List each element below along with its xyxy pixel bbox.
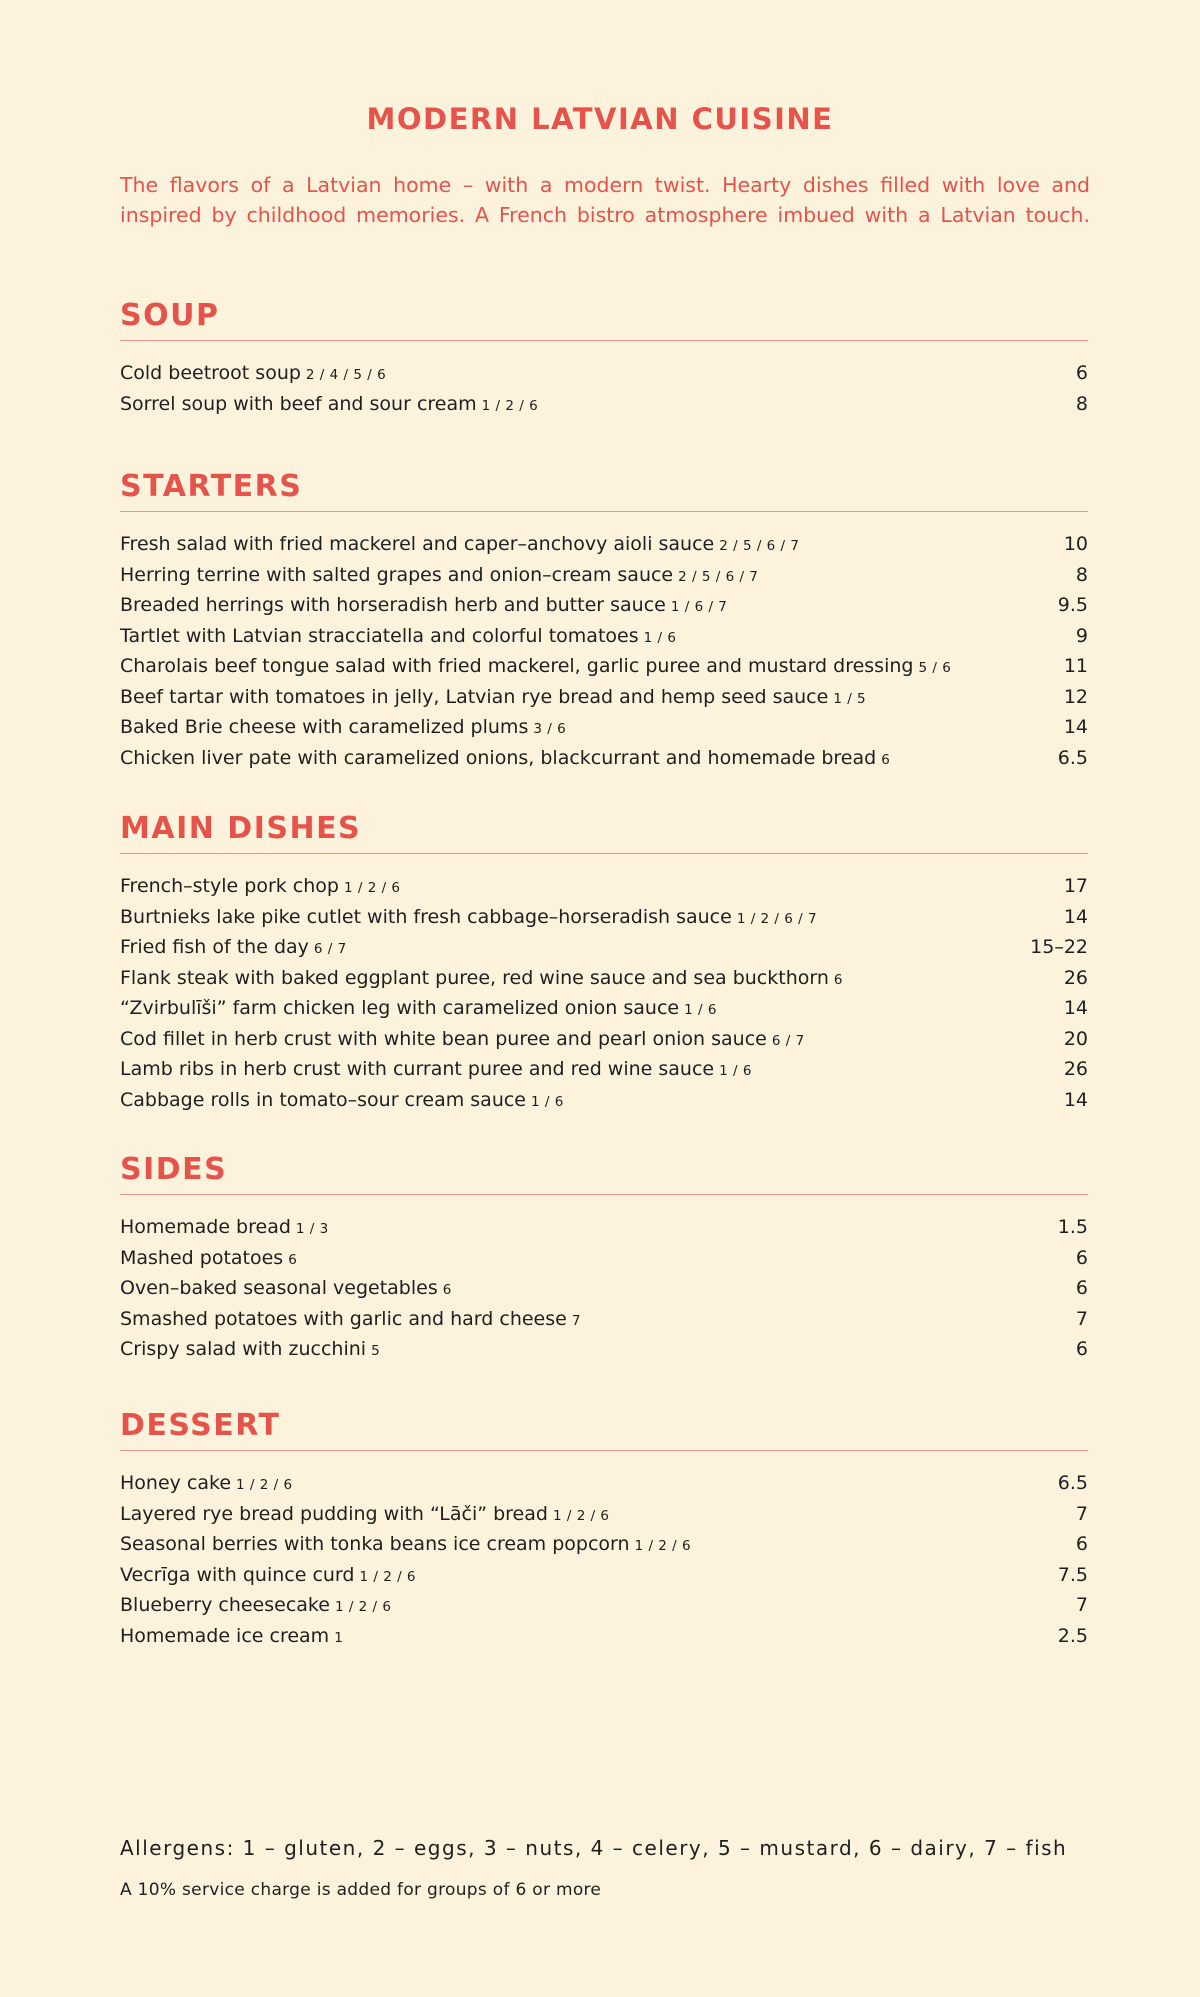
menu-intro: [120, 170, 1090, 230]
section-title: SIDES: [120, 1152, 228, 1187]
menu-item-price: 14: [1063, 997, 1088, 1019]
menu-item-description: [120, 1591, 391, 1622]
menu-item-description: [120, 359, 386, 390]
section-divider: [120, 1450, 1088, 1451]
menu-item-description: [120, 1244, 297, 1275]
menu-item-price: 7: [1075, 1307, 1088, 1330]
menu-item-price: 10: [1063, 533, 1088, 555]
menu-section-sides: [120, 1150, 1088, 1366]
menu-item-name: Baked Brie cheese with caramelized plums: [120, 716, 529, 738]
menu-item-description: [120, 530, 799, 561]
menu-item-allergens: 1 / 2 / 6: [343, 880, 401, 896]
menu-item-price: 14: [1063, 905, 1088, 928]
menu-item-allergens: 1 / 2 / 6: [334, 1599, 392, 1615]
menu-item: [120, 1335, 1088, 1366]
menu-item: [120, 744, 1088, 775]
service-charge-note: A 10% service charge is added for groups of 6 or more: [120, 1880, 602, 1900]
menu-item-description: [120, 1213, 329, 1244]
menu-item-price: 7: [1075, 1594, 1088, 1616]
menu-section-starters: [120, 467, 1088, 774]
menu-section-soup: [120, 296, 1088, 420]
menu-item-description: [120, 1335, 380, 1366]
menu-item-name: Fresh salad with fried mackerel and caper–anchovy aioli sauce: [120, 533, 715, 555]
section-divider: [120, 340, 1088, 341]
menu-item: [120, 872, 1088, 903]
menu-item: [120, 1086, 1088, 1117]
menu-item-price: 6: [1075, 1277, 1088, 1299]
menu-section-dessert: [120, 1406, 1088, 1652]
menu-item-price: 15–22: [1030, 936, 1088, 958]
menu-item-name: Cold beetroot soup: [120, 362, 301, 384]
menu-item-allergens: 1: [334, 1629, 344, 1646]
menu-item-description: [120, 713, 566, 744]
menu-item-description: [120, 683, 866, 714]
menu-item-price: 9: [1075, 624, 1088, 647]
menu-item-description: [120, 1561, 416, 1592]
menu-item-description: [120, 1305, 581, 1336]
menu-item-allergens: 1 / 2 / 6: [359, 1568, 416, 1585]
menu-item-allergens: 2 / 5 / 6 / 7: [678, 568, 759, 585]
menu-item-allergens: 1 / 6 / 7: [670, 599, 728, 615]
menu-item-price: 26: [1063, 1058, 1088, 1080]
menu-item-description: [120, 1055, 752, 1086]
menu-item-allergens: 1 / 2 / 6: [236, 1477, 293, 1493]
menu-item-price: 8: [1075, 563, 1088, 586]
menu-item-description: [120, 744, 890, 775]
menu-item-allergens: 7: [571, 1312, 581, 1329]
menu-item: [120, 964, 1088, 995]
menu-item-name: Burtnieks lake pike cutlet with fresh cabbage–horseradish sauce: [120, 905, 732, 928]
menu-item-price: 6: [1075, 1246, 1088, 1269]
section-divider: [120, 511, 1088, 512]
section-title: SOUP: [120, 298, 220, 333]
menu-item-price: 17: [1063, 875, 1088, 897]
menu-item-allergens: 1 / 5: [833, 690, 867, 707]
menu-item-name: Layered rye bread pudding with “Lāči” bread: [120, 1502, 548, 1525]
menu-item: [120, 390, 1088, 421]
menu-item-allergens: 6: [881, 751, 891, 768]
menu-item-name: Chicken liver pate with caramelized onions, blackcurrant and homemade bread: [120, 746, 877, 769]
section-title: MAIN DISHES: [120, 811, 362, 846]
menu-item-allergens: 6 / 7: [313, 941, 347, 957]
menu-item-name: Blueberry cheesecake: [120, 1594, 330, 1616]
menu-item-allergens: 6: [288, 1251, 298, 1268]
menu-item-name: Vecrīga with quince curd: [120, 1563, 355, 1586]
menu-item-description: [120, 1086, 564, 1117]
menu-item: [120, 1469, 1088, 1500]
menu-item-allergens: 6: [833, 971, 843, 988]
menu-item-name: Tartlet with Latvian stracciatella and colorful tomatoes: [120, 624, 639, 647]
menu-item: [120, 1274, 1088, 1305]
menu-item-price: 2.5: [1057, 1624, 1088, 1647]
menu-item-name: Oven–baked seasonal vegetables: [120, 1277, 438, 1299]
menu-item-price: 1.5: [1057, 1216, 1088, 1238]
menu-item-price: 20: [1063, 1027, 1088, 1050]
section-title: STARTERS: [120, 469, 303, 504]
allergens-legend: Allergens: 1 – gluten, 2 – eggs, 3 – nuts, 4 – celery, 5 – mustard, 6 – dairy, 7 – fish: [120, 1836, 1068, 1860]
menu-item-price: 6.5: [1057, 1472, 1088, 1494]
menu-item: [120, 994, 1088, 1025]
menu-item: [120, 1025, 1088, 1056]
menu-item-price: 6: [1075, 1338, 1088, 1360]
menu-item-description: [120, 872, 401, 903]
menu-item-description: [120, 1025, 805, 1056]
menu-item-description: [120, 1530, 691, 1561]
menu-item-price: 14: [1063, 716, 1088, 738]
menu-item-description: [120, 933, 347, 964]
menu-item-allergens: 1 / 6: [643, 629, 677, 646]
menu-item: [120, 1622, 1088, 1653]
menu-section-main-dishes: [120, 809, 1088, 1116]
intro-line: inspired by childhood memories. A French bistro atmosphere imbued with a Latvian touch.: [120, 203, 1090, 227]
menu-item: [120, 652, 1088, 683]
menu-item-allergens: 1 / 6: [719, 1063, 752, 1079]
menu-item-description: [120, 561, 758, 592]
menu-item-allergens: 1 / 2 / 6: [634, 1538, 692, 1554]
menu-item-name: Sorrel soup with beef and sour cream: [120, 392, 477, 415]
menu-item-description: [120, 1469, 293, 1500]
menu-item-name: Honey cake: [120, 1472, 232, 1494]
menu-item: [120, 561, 1088, 592]
menu-item-price: 12: [1063, 685, 1088, 708]
section-divider: [120, 853, 1088, 854]
menu-item-name: Cabbage rolls in tomato–sour cream sauce: [120, 1088, 526, 1111]
menu-item-name: Crispy salad with zucchini: [120, 1338, 367, 1360]
menu-item: [120, 530, 1088, 561]
menu-item-name: Flank steak with baked eggplant puree, red wine sauce and sea buckthorn: [120, 966, 829, 989]
menu-item-price: 26: [1063, 966, 1088, 989]
menu-item-allergens: 5: [371, 1343, 381, 1359]
menu-item-description: [120, 652, 951, 683]
menu-item: [120, 903, 1088, 934]
menu-item-description: [120, 591, 727, 622]
menu-item-name: Seasonal berries with tonka beans ice cream popcorn: [120, 1533, 630, 1555]
menu-item-allergens: 1 / 3: [295, 1221, 329, 1237]
menu-item-price: 6.5: [1057, 746, 1088, 769]
menu-item-price: 11: [1063, 655, 1088, 677]
menu-item-allergens: 3 / 6: [533, 721, 567, 737]
menu-item-name: Beef tartar with tomatoes in jelly, Latvian rye bread and hemp seed sauce: [120, 685, 829, 708]
menu-item: [120, 1530, 1088, 1561]
menu-item-allergens: 1 / 2 / 6: [552, 1507, 610, 1524]
menu-item-description: [120, 1500, 610, 1531]
menu-item-name: Mashed potatoes: [120, 1246, 284, 1269]
menu-item-allergens: 2 / 4 / 5 / 6: [305, 367, 387, 383]
menu-item-allergens: 1 / 2 / 6: [481, 397, 539, 414]
menu-item: [120, 933, 1088, 964]
menu-item-description: [120, 903, 817, 934]
menu-item: [120, 1591, 1088, 1622]
menu-item: [120, 1305, 1088, 1336]
menu-item-name: Lamb ribs in herb crust with currant puree and red wine sauce: [120, 1058, 715, 1080]
menu-item-allergens: 1 / 2 / 6 / 7: [736, 910, 818, 927]
menu-item-price: 7: [1075, 1502, 1088, 1525]
menu-item-description: [120, 1274, 452, 1305]
menu-item-price: 7.5: [1057, 1563, 1088, 1586]
menu-item-name: Homemade ice cream: [120, 1624, 330, 1647]
section-title: DESSERT: [120, 1408, 281, 1443]
menu-item-name: “Zvirbulīši” farm chicken leg with caramelized onion sauce: [120, 997, 680, 1019]
menu-item-name: Homemade bread: [120, 1216, 291, 1238]
menu-item-description: [120, 622, 676, 653]
menu-item: [120, 1561, 1088, 1592]
menu-item-name: Smashed potatoes with garlic and hard cheese: [120, 1307, 567, 1330]
menu-item-allergens: 6 / 7: [771, 1032, 805, 1049]
menu-item-price: 6: [1075, 1533, 1088, 1555]
menu-item-name: Fried fish of the day: [120, 936, 309, 958]
menu-item-name: French–style pork chop: [120, 875, 339, 897]
menu-item: [120, 1244, 1088, 1275]
menu-item-description: [120, 964, 843, 995]
menu-title: MODERN LATVIAN CUISINE: [366, 102, 834, 136]
menu-item: [120, 683, 1088, 714]
intro-line: The flavors of a Latvian home – with a modern twist. Hearty dishes filled with love and: [120, 173, 1090, 197]
menu-item-name: Breaded herrings with horseradish herb and butter sauce: [120, 594, 666, 616]
menu-item-name: Cod fillet in herb crust with white bean puree and pearl onion sauce: [120, 1027, 767, 1050]
menu-item-price: 9.5: [1057, 594, 1088, 616]
menu-item: [120, 1055, 1088, 1086]
menu-item-description: [120, 994, 717, 1025]
menu-item-price: 14: [1063, 1088, 1088, 1111]
menu-item-price: 8: [1075, 392, 1088, 415]
menu-item: [120, 713, 1088, 744]
menu-item: [120, 1500, 1088, 1531]
menu-item: [120, 622, 1088, 653]
menu-item-description: [120, 390, 538, 421]
menu-item: [120, 591, 1088, 622]
menu-item-price: 6: [1075, 362, 1088, 384]
menu-item-name: Charolais beef tongue salad with fried mackerel, garlic puree and mustard dressing: [120, 655, 914, 677]
menu-item-allergens: 2 / 5 / 6 / 7: [719, 538, 800, 554]
section-divider: [120, 1194, 1088, 1195]
menu-item-allergens: 1 / 6: [531, 1093, 564, 1110]
menu-item-allergens: 6: [442, 1282, 452, 1298]
menu-item-allergens: 1 / 6: [684, 1002, 717, 1018]
menu-item-description: [120, 1622, 343, 1653]
menu-item: [120, 359, 1088, 390]
menu-item-name: Herring terrine with salted grapes and onion–cream sauce: [120, 563, 674, 586]
menu-item-allergens: 5 / 6: [918, 660, 952, 676]
menu-item: [120, 1213, 1088, 1244]
